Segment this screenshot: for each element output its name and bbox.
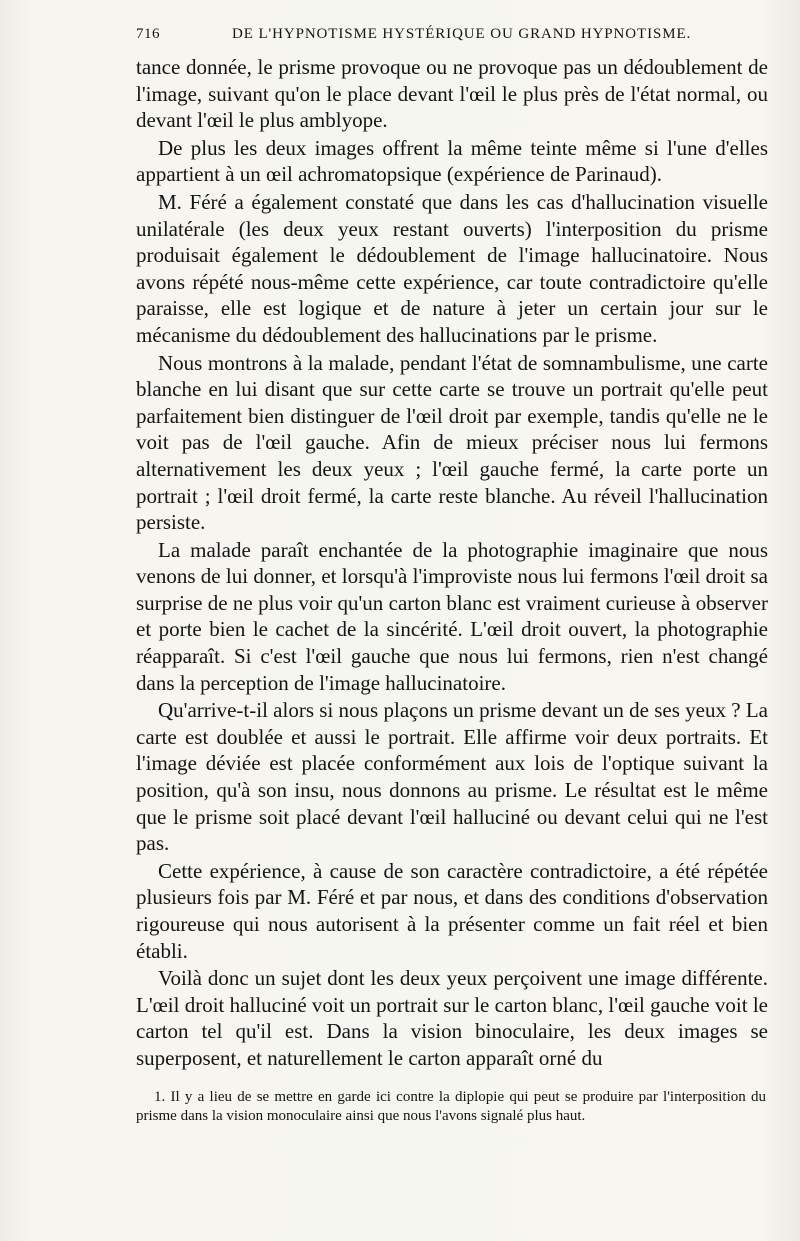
footnote	[136, 1088, 766, 1126]
page-header	[136, 26, 766, 48]
footnote-text: 1. Il y a lieu de se mettre en garde ici contre la diplopie qui peut se produire par l'interposition du prisme dans la vision monoculaire ainsi que nous l'avons signalé plus haut.	[136, 1089, 766, 1124]
paragraph-continued: tance donnée, le prisme provoque ou ne provoque pas un dédoublement de l'image, suivant qu'on le place devant l'œil le plus près de l'état normal, ou devant l'œil le plus amblyope.	[136, 55, 768, 133]
page-number: 716	[136, 26, 160, 42]
running-title: DE L'HYPNOTISME HYSTÉRIQUE OU GRAND HYPNOTISME.	[232, 26, 692, 42]
paragraph: Voilà donc un sujet dont les deux yeux perçoivent une image différente. L'œil droit halluciné voit un portrait sur le carton blanc, l'œil gauche voit le carton tel qu'il est. Dans la vision binoculaire, les deux images se superposent, et naturellement le carton apparaît orné du	[136, 966, 768, 1070]
paragraph: De plus les deux images offrent la même teinte même si l'une d'elles appartient à un œil achromatopsique (expérience de Parinaud).	[136, 135, 768, 187]
paragraph: Cette expérience, à cause de son caractère contradictoire, a été répétée plusieurs fois par M. Féré et par nous, et dans des conditions d'observation rigoureuse qui nous autorisent à la présenter comme un fait réel et bien établi.	[136, 858, 768, 963]
paragraph: La malade paraît enchantée de la photographie imaginaire que nous venons de lui donner, et lorsqu'à l'improviste nous lui fermons l'œil droit sa surprise de ne plus voir qu'un carton blanc est vraiment curieuse à observer et porte bien le cachet de la sincérité. L'œil droit ouvert, la photographie réapparaît. Si c'est l'œil gauche que nous lui fermons, rien n'est changé dans la perception de l'image hallucinatoire.	[136, 537, 768, 695]
paragraph: Nous montrons à la malade, pendant l'état de somnambulisme, une carte blanche en lui disant que sur cette carte se trouve un portrait qu'elle peut parfaitement bien distinguer de l'œil droit par exemple, tandis qu'elle ne le voit pas de l'œil gauche. Afin de mieux préciser nous lui fermons alternativement les deux yeux ; l'œil gauche fermé, la carte porte un portrait ; l'œil droit fermé, la carte reste blanche. Au réveil l'hallucination persiste.	[136, 350, 768, 535]
paragraph: M. Féré a également constaté que dans les cas d'hallucination visuelle unilatérale (les deux yeux restant ouverts) l'interposition du prisme produisait également le dédoublement de l'image hallucinatoire. Nous avons répété nous-même cette expérience, car toute contradictoire qu'elle paraisse, elle est logique et de nature à jeter un certain jour sur le mécanisme du dédoublement des hallucinations par le prisme.	[136, 189, 768, 347]
paragraph: Qu'arrive-t-il alors si nous plaçons un prisme devant un de ses yeux ? La carte est doublée et aussi le portrait. Elle affirme voir deux portraits. Et l'image déviée est placée conformément aux lois de l'optique suivant la position, qu'à son insu, nous donnons au prisme. Le résultat est le même que le prisme soit placé devant l'œil halluciné ou devant celui qui ne l'est pas.	[136, 698, 768, 856]
body-text	[136, 54, 768, 1072]
